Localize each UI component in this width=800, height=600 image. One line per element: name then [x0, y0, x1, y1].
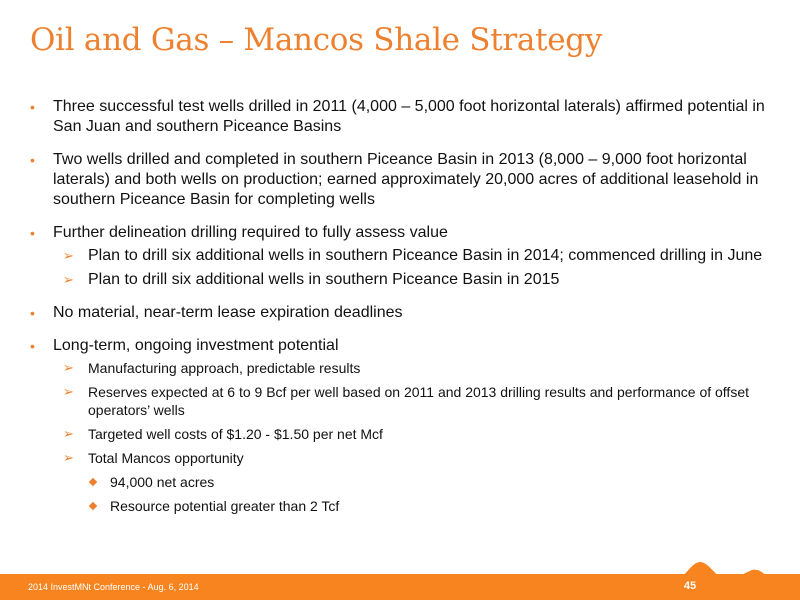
- diamond-bullet-icon: [89, 478, 97, 486]
- arrow-bullet-icon: ➢: [63, 426, 74, 441]
- bullet-text: Three successful test wells drilled in 2011 (4,000 – 5,000 foot horizontal laterals) affirmed potential in San Juan and southern Piceance Basins: [53, 98, 765, 135]
- sub-bullet-text: Plan to drill six additional wells in southern Piceance Basin in 2015: [88, 271, 560, 288]
- bullet-dot-icon: •: [30, 152, 35, 168]
- arrow-bullet-icon: ➢: [63, 450, 74, 465]
- bullet-text: Long-term, ongoing investment potential: [53, 337, 339, 354]
- bullet-dot-icon: •: [30, 338, 35, 354]
- sub-sub-bullet-text: 94,000 net acres: [110, 474, 215, 490]
- bullet-text: No material, near-term lease expiration deadlines: [53, 304, 403, 321]
- sub-bullet-text: Plan to drill six additional wells in southern Piceance Basin in 2014; commenced drilling in June: [88, 247, 763, 264]
- bullet-item: [30, 223, 770, 290]
- bullet-item: [30, 336, 770, 515]
- sub-bullet-item: [30, 425, 770, 443]
- bullet-text: Further delineation drilling required to fully assess value: [53, 224, 448, 241]
- footer-text: 2014 InvestMNt Conference - Aug. 6, 2014: [28, 582, 199, 592]
- bullet-list: [30, 97, 770, 528]
- diamond-bullet-icon: [89, 502, 97, 510]
- sub-bullet-item: [30, 246, 770, 266]
- sub-bullet-text: Manufacturing approach, predictable results: [88, 360, 361, 376]
- arrow-bullet-icon: ➢: [63, 360, 74, 375]
- sub-bullet-text: Reserves expected at 6 to 9 Bcf per well based on 2011 and 2013 drilling results and performance of offset operators’ wells: [88, 384, 749, 418]
- footer-bar: [0, 574, 800, 600]
- sub-sub-bullet-item: [30, 497, 770, 515]
- bullet-item: [30, 97, 770, 137]
- bullet-dot-icon: •: [30, 99, 35, 115]
- sub-bullet-item: [30, 383, 770, 419]
- arrow-bullet-icon: ➢: [63, 384, 74, 399]
- arrow-bullet-icon: ➢: [63, 272, 74, 287]
- sub-sub-bullet-text: Resource potential greater than 2 Tcf: [110, 498, 340, 514]
- sub-bullet-item: [30, 359, 770, 377]
- sub-sub-bullet-item: [30, 473, 770, 491]
- bullet-dot-icon: •: [30, 225, 35, 241]
- bullet-item: [30, 150, 770, 210]
- bullet-item: [30, 303, 770, 323]
- slide-title: Oil and Gas – Mancos Shale Strategy: [30, 22, 603, 58]
- bullet-text: Two wells drilled and completed in southern Piceance Basin in 2013 (8,000 – 9,000 foot horizontal laterals) and both wells on production; earned approximately 20,000 acres of additional leasehold in southern Piceance Basin for completing wells: [53, 151, 759, 208]
- sub-bullet-item: [30, 270, 770, 290]
- sub-bullet-item: [30, 449, 770, 467]
- bullet-dot-icon: •: [30, 305, 35, 321]
- page-number: 45: [683, 580, 697, 592]
- sub-bullet-text: Targeted well costs of $1.20 - $1.50 per net Mcf: [88, 426, 383, 442]
- sub-bullet-text: Total Mancos opportunity: [88, 450, 244, 466]
- arrow-bullet-icon: ➢: [63, 248, 74, 263]
